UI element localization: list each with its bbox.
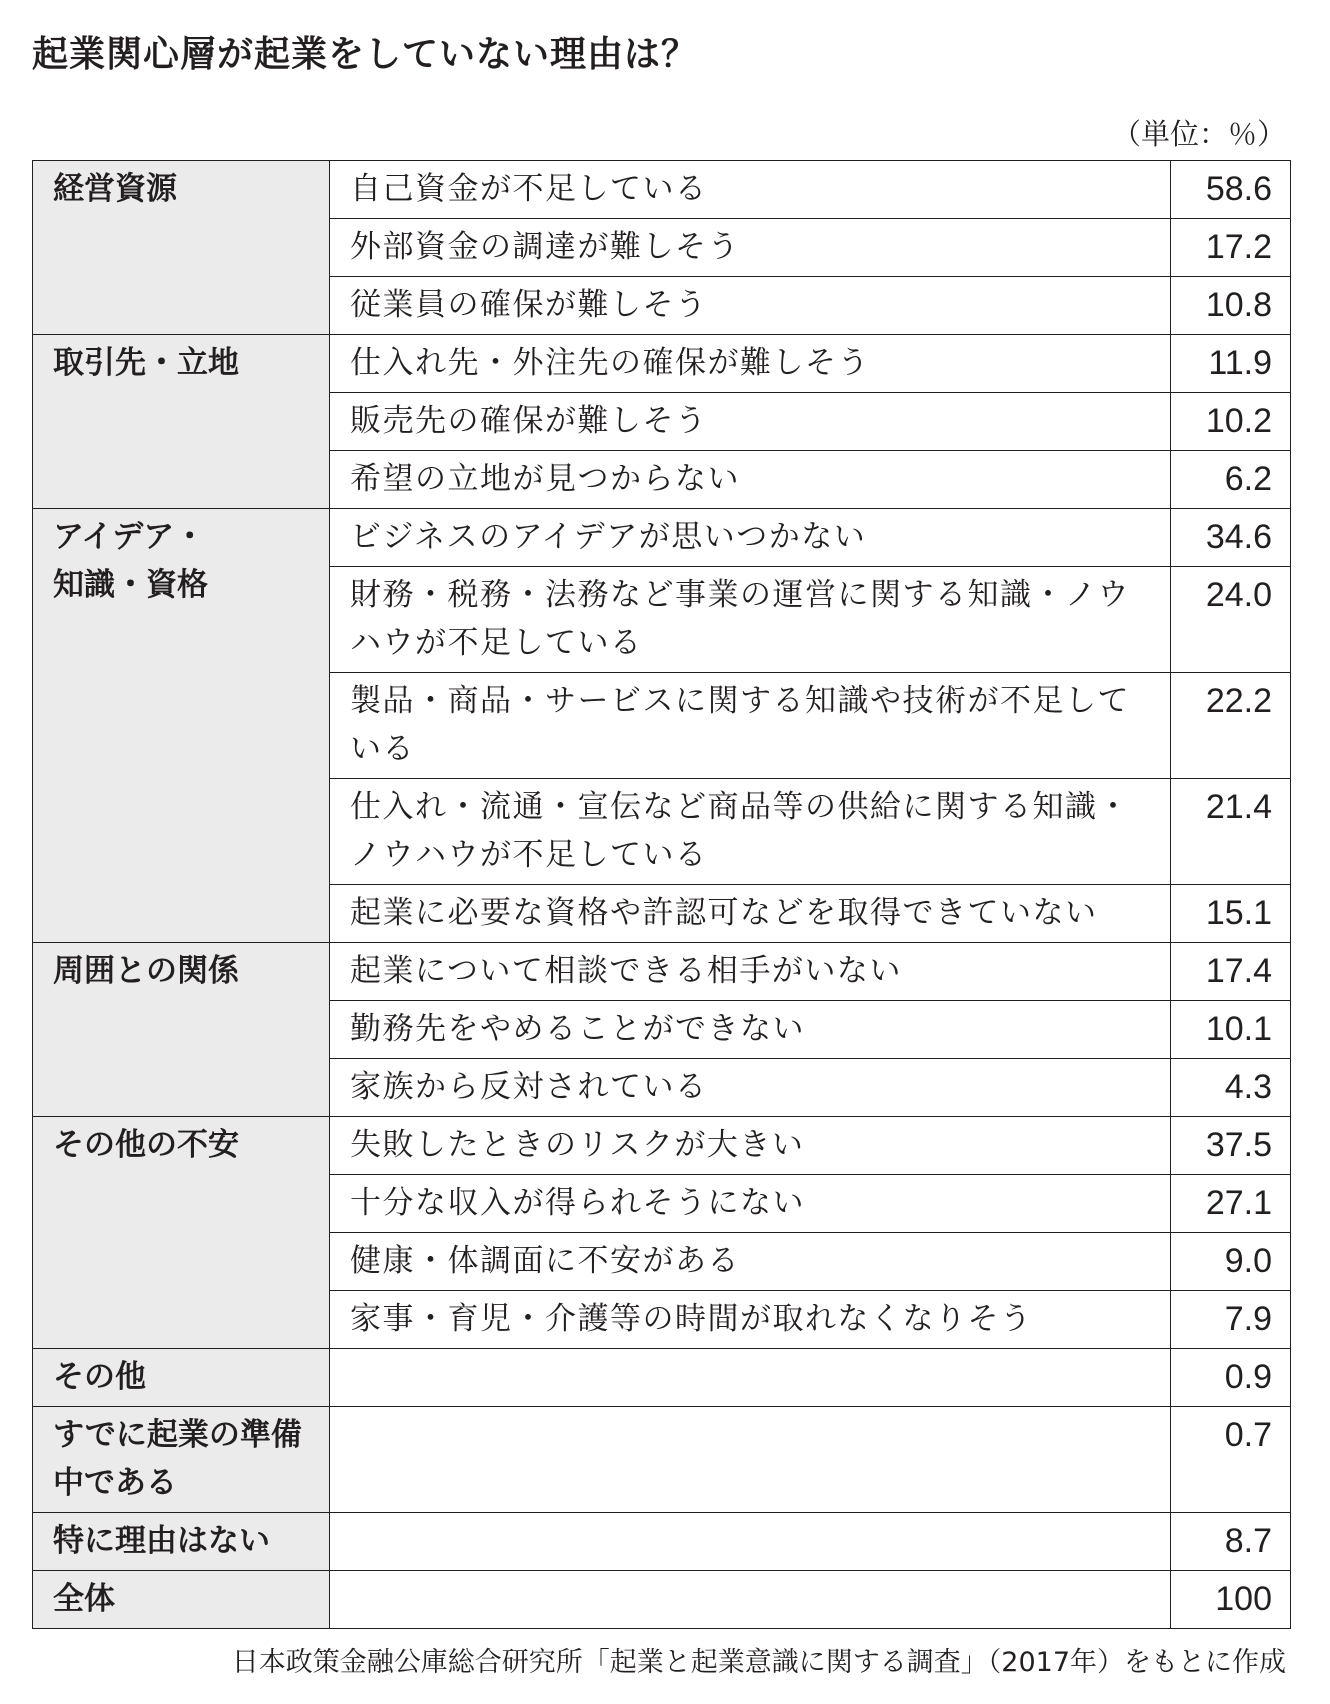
table-body: [33, 161, 1291, 1629]
category-cell: その他の不安: [33, 1117, 330, 1349]
value-cell: 58.6: [1171, 161, 1291, 219]
value-cell: 27.1: [1171, 1175, 1291, 1233]
reason-cell: [330, 1513, 1171, 1571]
value-cell: 6.2: [1171, 451, 1291, 509]
reason-cell: [330, 1349, 1171, 1407]
value-cell: 0.7: [1171, 1407, 1291, 1513]
value-cell: 100: [1171, 1571, 1291, 1629]
table-row: [33, 1407, 1291, 1513]
value-cell: 7.9: [1171, 1291, 1291, 1349]
reason-cell: 起業について相談できる相手がいない: [330, 943, 1171, 1001]
table-row: [33, 1349, 1291, 1407]
value-cell: 0.9: [1171, 1349, 1291, 1407]
reason-cell: 希望の立地が見つからない: [330, 451, 1171, 509]
unit-label: （単位：％）: [1111, 117, 1286, 151]
reason-cell: 自己資金が不足している: [330, 161, 1171, 219]
value-cell: 15.1: [1171, 885, 1291, 943]
reason-cell: 販売先の確保が難しそう: [330, 393, 1171, 451]
category-cell: 全体: [33, 1571, 330, 1629]
table-row: [33, 1571, 1291, 1629]
reason-cell: 外部資金の調達が難しそう: [330, 219, 1171, 277]
value-cell: 34.6: [1171, 509, 1291, 567]
category-cell: 特に理由はない: [33, 1513, 330, 1571]
reason-cell: 仕入れ・流通・宣伝など商品等の供給に関する知識・ノウハウが不足している: [330, 779, 1171, 885]
table-row: [33, 335, 1291, 393]
reason-cell: 十分な収入が得られそうにない: [330, 1175, 1171, 1233]
reason-cell: 製品・商品・サービスに関する知識や技術が不足している: [330, 673, 1171, 779]
category-cell: 周囲との関係: [33, 943, 330, 1117]
value-cell: 21.4: [1171, 779, 1291, 885]
reason-cell: 健康・体調面に不安がある: [330, 1233, 1171, 1291]
table-row: [33, 509, 1291, 567]
chart-title: 起業関心層が起業をしていない理由は？: [32, 34, 699, 75]
value-cell: 22.2: [1171, 673, 1291, 779]
value-cell: 24.0: [1171, 567, 1291, 673]
value-cell: 10.8: [1171, 277, 1291, 335]
reason-cell: 家事・育児・介護等の時間が取れなくなりそう: [330, 1291, 1171, 1349]
value-cell: 10.2: [1171, 393, 1291, 451]
table-row: [33, 1117, 1291, 1175]
value-cell: 8.7: [1171, 1513, 1291, 1571]
reason-cell: 失敗したときのリスクが大きい: [330, 1117, 1171, 1175]
reason-cell: 財務・税務・法務など事業の運営に関する知識・ノウハウが不足している: [330, 567, 1171, 673]
reason-cell: 従業員の確保が難しそう: [330, 277, 1171, 335]
value-cell: 17.4: [1171, 943, 1291, 1001]
value-cell: 11.9: [1171, 335, 1291, 393]
value-cell: 4.3: [1171, 1059, 1291, 1117]
category-cell: アイデア・ 知識・資格: [33, 509, 330, 943]
table-row: [33, 1513, 1291, 1571]
category-cell: 取引先・立地: [33, 335, 330, 509]
table-row: [33, 943, 1291, 1001]
value-cell: 17.2: [1171, 219, 1291, 277]
reason-cell: ビジネスのアイデアが思いつかない: [330, 509, 1171, 567]
reason-cell: 起業に必要な資格や許認可などを取得できていない: [330, 885, 1171, 943]
reason-cell: [330, 1407, 1171, 1513]
reason-cell: 家族から反対されている: [330, 1059, 1171, 1117]
reason-cell: 仕入れ先・外注先の確保が難しそう: [330, 335, 1171, 393]
category-cell: すでに起業の準備中である: [33, 1407, 330, 1513]
value-cell: 9.0: [1171, 1233, 1291, 1291]
category-cell: 経営資源: [33, 161, 330, 335]
source-note: 日本政策金融公庫総合研究所「起業と起業意識に関する調査」（2017年）をもとに作成: [231, 1647, 1286, 1678]
value-cell: 10.1: [1171, 1001, 1291, 1059]
reason-cell: [330, 1571, 1171, 1629]
reason-cell: 勤務先をやめることができない: [330, 1001, 1171, 1059]
table-row: [33, 161, 1291, 219]
value-cell: 37.5: [1171, 1117, 1291, 1175]
category-cell: その他: [33, 1349, 330, 1407]
reasons-table: [32, 160, 1291, 1629]
